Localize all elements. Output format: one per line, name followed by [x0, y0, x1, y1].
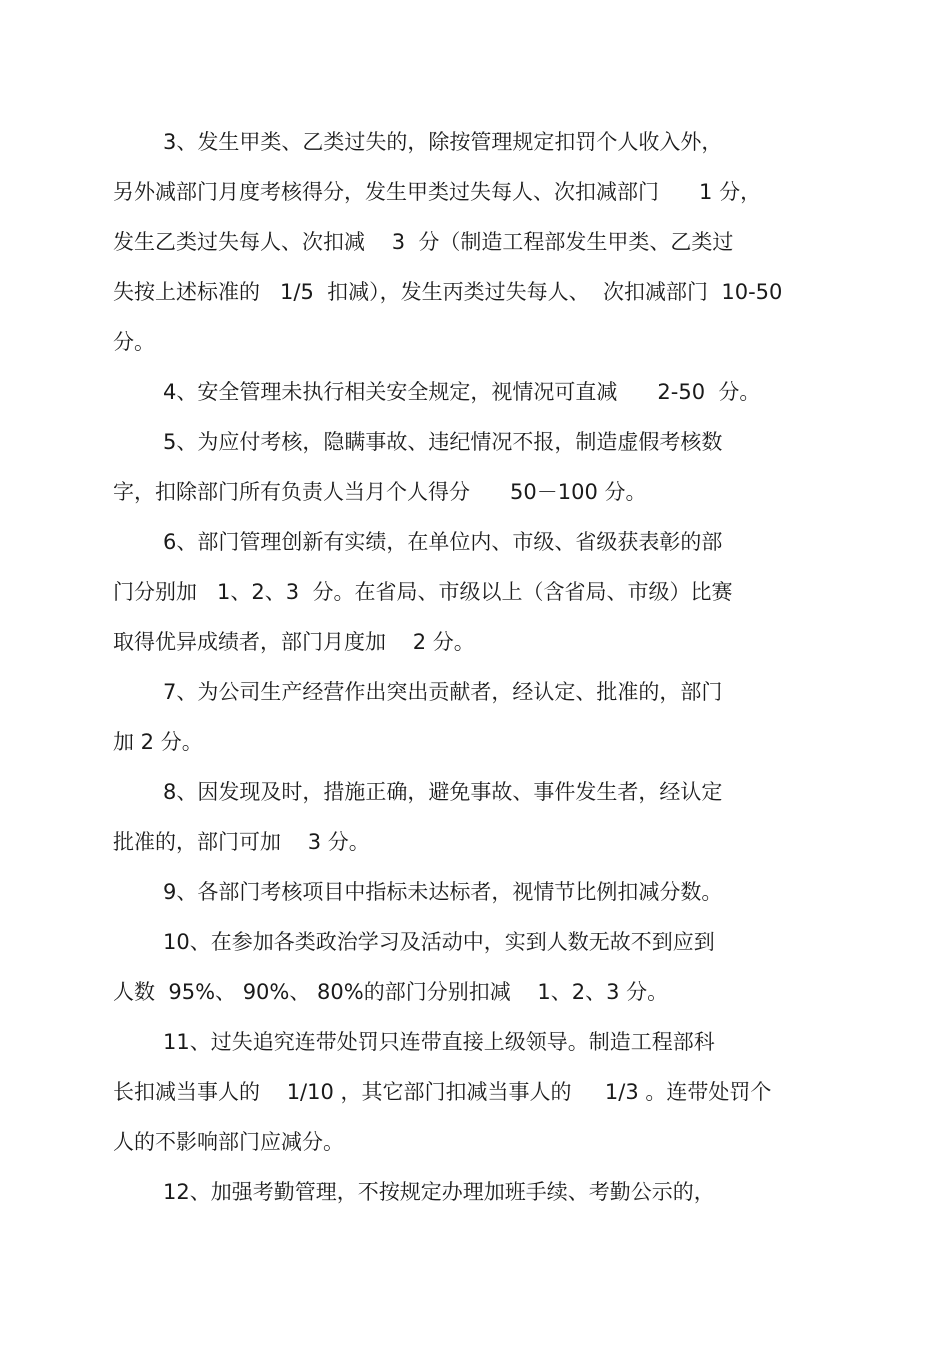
paragraph-4-line-1: 4、安全管理未执行相关安全规定，视情况可直减 2-50 分。 [163, 380, 761, 404]
paragraph-11-line-2: 长扣减当事人的 1/10 ，其它部门扣减当事人的 1/3 。连带处罚个 [113, 1080, 772, 1104]
paragraph-8-line-1: 8、因发现及时，措施正确，避免事故、事件发生者，经认定 [163, 780, 723, 804]
paragraph-6-line-1: 6、部门管理创新有实绩，在单位内、市级、省级获表彰的部 [163, 530, 723, 554]
paragraph-5-line-2: 字，扣除部门所有负责人当月个人得分 50－100 分。 [113, 480, 647, 504]
paragraph-3-line-5: 分。 [113, 330, 155, 354]
paragraph-11-line-1: 11、过失追究连带处罚只连带直接上级领导。制造工程部科 [163, 1030, 715, 1054]
paragraph-5-line-1: 5、为应付考核，隐瞒事故、违纪情况不报，制造虚假考核数 [163, 430, 723, 454]
paragraph-10-line-1: 10、在参加各类政治学习及活动中，实到人数无故不到应到 [163, 930, 715, 954]
paragraph-3-line-4: 失按上述标准的 1/5 扣减），发生丙类过失每人、 次扣减部门 10-50 [113, 280, 783, 304]
paragraph-8-line-2: 批准的，部门可加 3 分。 [113, 830, 370, 854]
paragraph-12-line-1: 12、加强考勤管理，不按规定办理加班手续、考勤公示的， [163, 1180, 715, 1204]
paragraph-9-line-1: 9、各部门考核项目中指标未达标者，视情节比例扣减分数。 [163, 880, 723, 904]
paragraph-3-line-1: 3、发生甲类、乙类过失的，除按管理规定扣罚个人收入外， [163, 130, 723, 154]
paragraph-7-line-2: 加 2 分。 [113, 730, 203, 754]
paragraph-3-line-2: 另外减部门月度考核得分，发生甲类过失每人、次扣减部门 1 分， [113, 180, 762, 204]
paragraph-11-line-3: 人的不影响部门应减分。 [113, 1130, 344, 1154]
paragraph-10-line-2: 人数 95%、 90%、 80%的部门分别扣减 1、2、3 分。 [113, 980, 669, 1004]
paragraph-3-line-3: 发生乙类过失每人、次扣减 3 分（制造工程部发生甲类、乙类过 [113, 230, 734, 254]
paragraph-6-line-3: 取得优异成绩者，部门月度加 2 分。 [113, 630, 475, 654]
paragraph-7-line-1: 7、为公司生产经营作出突出贡献者，经认定、批准的，部门 [163, 680, 723, 704]
paragraph-6-line-2: 门分别加 1、2、3 分。在省局、市级以上（含省局、市级）比赛 [113, 580, 733, 604]
